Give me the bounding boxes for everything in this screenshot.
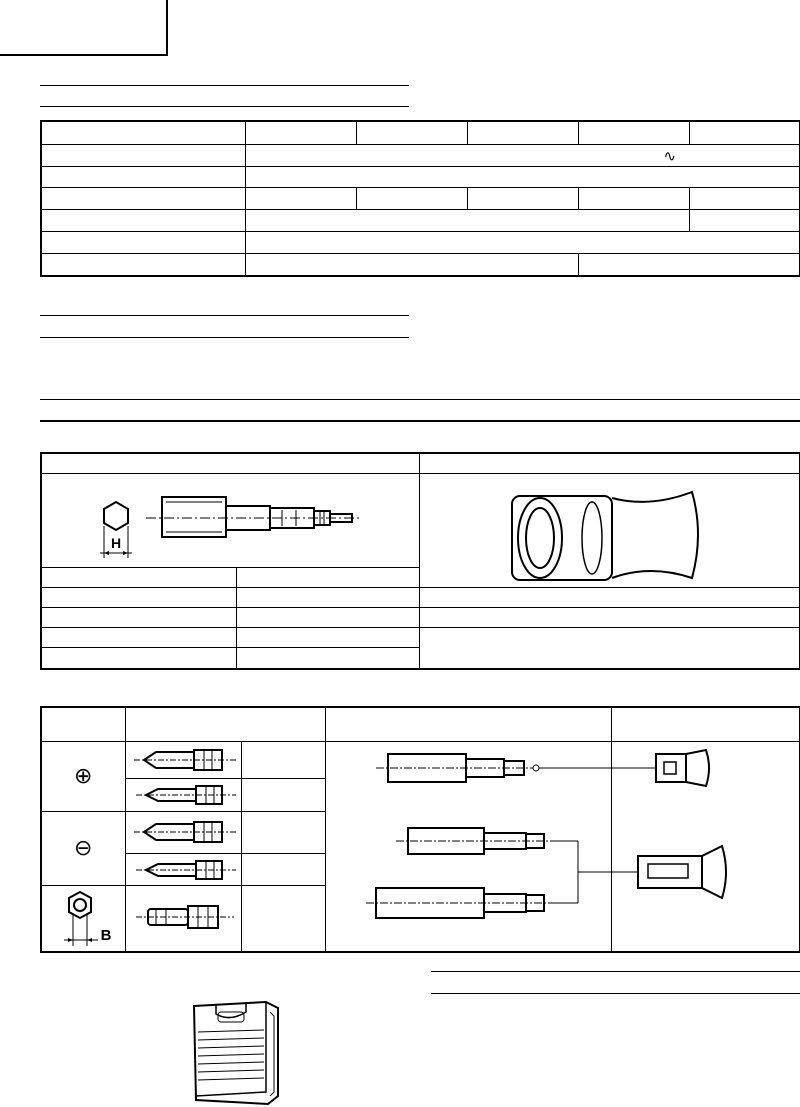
spec-row-7 xyxy=(41,253,800,276)
spec-row-2 xyxy=(41,144,800,166)
page-corner-box xyxy=(0,0,168,56)
section2-rule-bottom xyxy=(40,337,409,338)
section2-rule-top xyxy=(40,315,409,316)
bit-cap-drawing xyxy=(420,474,800,588)
socket-header-row xyxy=(41,453,800,473)
section-rule-top xyxy=(40,85,409,86)
carrying-case-drawing xyxy=(182,992,292,1107)
hex-bit-diagram xyxy=(42,886,126,952)
section3-rule-top xyxy=(40,399,800,400)
section3-rule-bottom xyxy=(40,420,800,422)
socket-row-4 xyxy=(41,627,800,647)
hex-size-label: H xyxy=(110,534,122,551)
specifications-table xyxy=(40,120,800,277)
spec-row-1 xyxy=(41,121,800,144)
extension-drawing-cell xyxy=(325,741,611,952)
section-rule-bottom xyxy=(40,106,409,107)
spec-row-4 xyxy=(41,187,800,209)
slotted-bit-2-drawing xyxy=(126,854,242,886)
adapter-drawing-cell xyxy=(611,741,800,952)
bits-row-phillips-1 xyxy=(41,741,800,778)
bits-table xyxy=(40,706,800,953)
socket-body-icon xyxy=(162,497,226,537)
ac-voltage-symbol: ∿ xyxy=(663,146,677,165)
phillips-bit-1-drawing xyxy=(126,742,242,779)
hexagon-icon xyxy=(104,502,128,530)
socket-row-2 xyxy=(41,587,800,607)
spec-row-5 xyxy=(41,209,800,231)
socket-drawing-row xyxy=(41,473,800,567)
hex-bit-drawing xyxy=(126,886,242,952)
hex-bit-size-label: B xyxy=(100,926,112,944)
socket-table xyxy=(40,452,800,670)
adapter-drawing xyxy=(612,742,800,953)
phillips-tip-icon: ⊕ xyxy=(74,764,93,790)
slotted-bit-1-drawing xyxy=(126,812,242,853)
bottom-rule-top xyxy=(431,971,800,972)
spec-row-3 xyxy=(41,166,800,187)
slotted-tip-icon: ⊖ xyxy=(74,836,93,862)
bit-cap-drawing-cell xyxy=(419,473,800,587)
phillips-bit-2-drawing xyxy=(126,779,242,812)
socket-bit-drawing-cell xyxy=(41,473,419,567)
bits-header-row xyxy=(41,707,800,741)
spec-row-6 xyxy=(41,231,800,253)
extension-holders-drawing xyxy=(326,742,612,953)
socket-bit-drawing xyxy=(42,474,418,568)
socket-row-3 xyxy=(41,607,800,627)
bottom-rule-bottom xyxy=(431,993,800,994)
